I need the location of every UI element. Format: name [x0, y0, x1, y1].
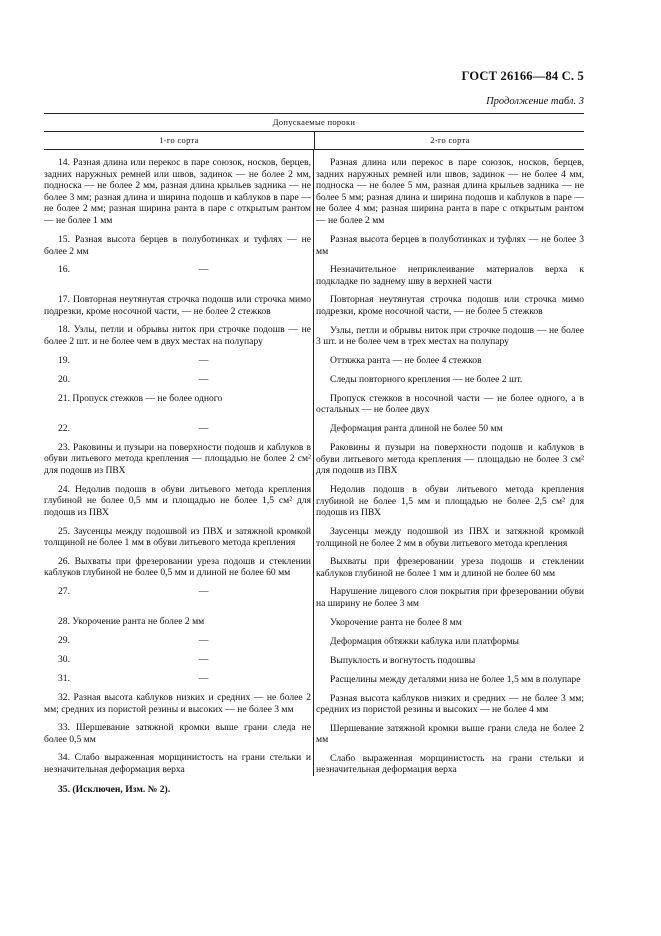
table-row-grade-2: Недолив подошв в обуви литьевого метода крепления глубиной не более 1,5 мм и площадью не более 2,5 см² для подошв из ПВХ — [316, 483, 584, 519]
table-row-grade-2: Шершевание затяжной кромки выше грани следа не более 2 мм — [316, 722, 584, 746]
table-row-grade-2: Повторная неутянутая строчка подошв или строчка мимо подрезки, кроме носочной части, — не более 5 стежков — [316, 294, 584, 317]
row-number: 26. — [58, 555, 70, 567]
table-row-grade-2: Следы повторного крепления — не более 2 шт. — [330, 373, 523, 385]
row-number: 18. — [58, 324, 70, 336]
table-row-grade-2: Выпуклость и вогнутость подошвы — [330, 654, 476, 666]
row-number: 31. — [58, 672, 70, 684]
defects-table — [44, 113, 584, 795]
row-text: Выхваты при фрезеровании уреза подошв и стеклении каблуков глубиной не более 0,5 мм и длиной не более 60 мм — [44, 555, 311, 579]
row-text: Разная высота берцев в полуботинках и туфлях — не более 2 мм — [44, 234, 311, 257]
table-row-grade-1 — [44, 355, 311, 367]
table-row-grade-1 — [44, 484, 311, 519]
table-row-grade-2: Слабо выраженная морщинистость на грани стельки и незначительная деформация верха — [316, 752, 584, 776]
row-number: 22. — [58, 422, 70, 434]
row-dash: — — [198, 422, 209, 434]
row-number: 25. — [58, 525, 70, 537]
row-text: Узлы, петли и обрывы ниток при строчке подошв — не более 2 шт. и не более чем в двух местах на полупару — [44, 324, 311, 347]
table-row-grade-2: Выхваты при фрезеровании уреза подошв и стеклении каблуков глубиной не более 1 мм и длиной не более 60 мм — [316, 556, 584, 579]
table-row-grade-2: Раковины и пузыри на поверхности подошв и каблуков в обуви литьевого метода крепления — площадью не более 3 см² для подошв из ПВХ — [316, 441, 584, 477]
row-number: 30. — [58, 653, 70, 665]
table-row-grade-1 — [44, 616, 311, 628]
table-row-grade-2: Разная высота каблуков низких и средних — не более 3 мм; средних из пористой резины и высоких — не более 4 мм — [316, 692, 584, 716]
page-header: ГОСТ 26166—84 С. 5 — [461, 69, 584, 83]
table-row-grade-1 — [44, 752, 311, 775]
table-row-grade-1 — [44, 234, 311, 257]
row-number: 33. — [58, 722, 70, 734]
table-row-grade-1 — [44, 264, 311, 287]
row-number: 24. — [58, 483, 70, 495]
table-row-grade-1 — [44, 374, 311, 386]
table-row-grade-2: Заусенцы между подошвой из ПВХ и затяжной кромкой толщиной не более 2 мм в обуви литьевого метода крепления — [316, 525, 584, 549]
excluded-row — [44, 784, 584, 795]
row-text: Слабо выраженная морщинистость на грани стельки и незначительная деформация верха — [44, 752, 311, 775]
column-header-grade-1: 1-го сорта — [44, 132, 315, 149]
row-number: 17. — [58, 294, 70, 306]
table-body — [44, 150, 584, 776]
row-number: 32. — [58, 691, 70, 703]
row-dash: — — [198, 653, 209, 665]
table-row-grade-1 — [44, 556, 311, 579]
row-number: 20. — [58, 373, 70, 385]
table-row-grade-1 — [44, 294, 311, 317]
table-row-grade-2: Узлы, петли и обрывы ниток при строчке подошв — не более 3 шт. и не более чем в трех местах на полупару — [316, 324, 584, 348]
table-row-grade-1 — [44, 673, 311, 685]
row-text: (Исключен, Изм. № 2). — [72, 784, 171, 796]
row-dash: — — [198, 634, 209, 646]
table-row-grade-2: Нарушение лицевого слоя покрытия при фрезеровании обуви на ширину не более 3 мм — [316, 586, 584, 609]
table-row-grade-1 — [44, 722, 311, 745]
row-number: 15. — [58, 234, 70, 245]
column-header-grade-2: 2-го сорта — [430, 135, 470, 145]
table-row-grade-1 — [44, 586, 311, 609]
table-row-grade-2: Незначительное неприклеивание материалов верха к подкладке по заднему шву в верхней части — [316, 264, 584, 287]
row-text: Пропуск стежков — не более одного — [72, 392, 223, 404]
table-row-grade-1 — [44, 324, 311, 347]
table-row-grade-2: Разная высота берцев в полуботинках и туфлях — не более 3 мм — [316, 234, 584, 257]
row-number: 28. — [58, 615, 70, 627]
column-headers — [44, 132, 584, 149]
table-row-grade-2: Оттяжка ранта — не более 4 стежков — [330, 354, 482, 366]
table-row-grade-2: Пропуск стежков в носочной части — не более одного, а в остальных — не более двух — [316, 392, 584, 416]
row-text: Разная высота каблуков низких и средних — не более 2 мм; средних из пористой резины и высоких — не более 3 мм — [44, 691, 311, 715]
row-number: 35. — [58, 784, 70, 796]
table-continuation-label: Продолжение табл. 3 — [486, 96, 584, 107]
table-row-grade-1 — [44, 526, 311, 549]
table-row-grade-1 — [44, 442, 311, 477]
table-row-grade-1 — [44, 635, 311, 647]
table-row-grade-2: Укорочение ранта не более 8 мм — [330, 616, 462, 628]
row-dash: — — [198, 672, 209, 684]
table-row-grade-1 — [44, 393, 311, 416]
row-number: 19. — [58, 354, 70, 366]
row-text: Раковины и пузыри на поверхности подошв и каблуков в обуви литьевого метода крепления — площадью не более 2 см² для подошв из ПВХ — [44, 441, 311, 476]
row-dash: — — [198, 373, 209, 385]
table-row-grade-2: Расщелины между деталями низа не более 1,5 мм в полупаре — [330, 673, 581, 685]
row-text: Укорочение ранта не более 2 мм — [72, 615, 205, 627]
row-number: 14. — [58, 157, 70, 168]
row-number: 21. — [58, 392, 70, 404]
row-text: Разная длина или перекос в паре союзок, носков, берцев, задних наружных ремней или швов, задинок — не более 2 мм, подноска — не более 2 мм, разная длина крыльев задника — не более 3 мм; разная длина и ширина подошв и каблуков в паре — не более 2 мм; разная ширина ранта в паре с открытым рантом — не более 1 мм — [44, 157, 311, 226]
table-row-grade-1 — [44, 423, 311, 435]
row-dash: — — [198, 354, 209, 366]
row-dash: — — [198, 264, 209, 276]
row-text: Шершевание затяжной кромки выше грани следа не более 0,5 мм — [44, 722, 311, 745]
table-row-grade-2: Деформация обтяжки каблука или платформы — [330, 635, 519, 647]
column-grade-1 — [44, 150, 314, 776]
row-number: 16. — [58, 264, 70, 276]
row-number: 27. — [58, 585, 70, 597]
table-row-grade-2: Деформация ранта длиной не более 50 мм — [330, 422, 503, 434]
table-row-grade-1 — [44, 654, 311, 666]
table-row-grade-2: Разная длина или перекос в паре союзок, носков, берцев, задних наружных ремней или швов, задинок — не более 4 мм, подноска — не более 5 мм, разная длина крыльев задника — не более 5 мм; разная длина и ширина подошв и каблуков в паре — не более 4 мм; разная ширина ранта в паре с открытым рантом — не более 2 мм — [316, 157, 584, 226]
column-grade-2 — [314, 150, 584, 776]
row-dash: — — [198, 585, 209, 597]
row-text: Повторная неутянутая строчка подошв или строчка мимо подрезки, кроме носочной части, — не более 2 стежков — [44, 294, 311, 317]
table-row-grade-1 — [44, 692, 311, 715]
row-number: 23. — [58, 441, 70, 453]
row-text: Заусенцы между подошвой из ПВХ и затяжной кромкой толщиной не более 1 мм в обуви литьевого метода крепления — [44, 525, 311, 549]
row-text: Недолив подошв в обуви литьевого метода крепления глубиной не более 0,5 мм и площадью не более 1,5 см² для подошв из ПВХ — [44, 483, 312, 518]
row-number: 29. — [58, 634, 70, 646]
group-header: Допускаемые пороки — [272, 117, 356, 127]
row-number: 34. — [58, 752, 70, 764]
table-row-grade-1 — [44, 157, 311, 227]
